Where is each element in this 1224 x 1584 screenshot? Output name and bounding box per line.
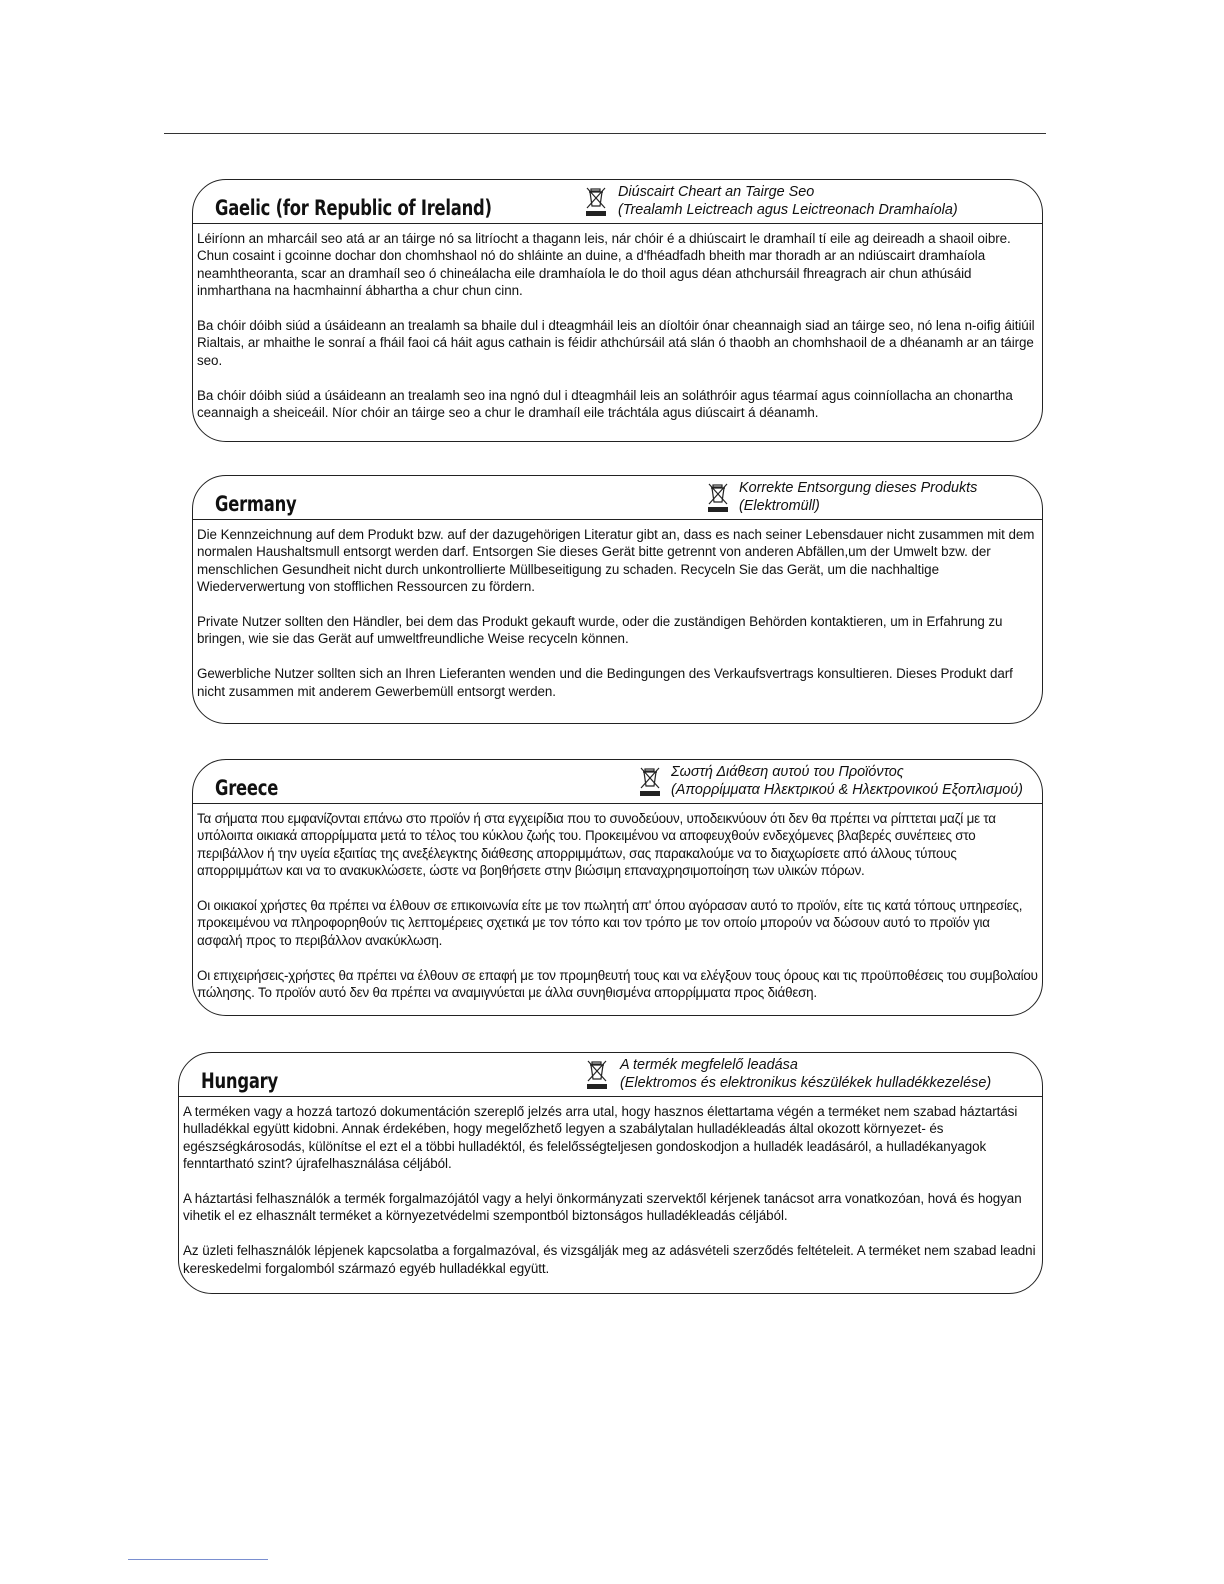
section-body [197, 230, 1038, 439]
section-subtitle-line1: Korrekte Entsorgung dieses Produkts [739, 480, 978, 496]
section-gaelic [192, 179, 1043, 442]
section-header [193, 760, 1042, 804]
crossed-bin-icon [586, 1059, 608, 1091]
header-divider [193, 223, 1042, 224]
section-title: Gaelic (for Republic of Ireland) [215, 196, 492, 220]
paragraph: A terméken vagy a hozzá tartozó dokumentáción szereplő jelzés arra utal, hogy hasznos élettartama végén a terméket nem szabad háztartási hulladékkal együtt kidobni. Annak érdekében, hogy megelőzhető legyen a szabálytalan hulladékleadás által okozott környezet- és egészségkárosodás, különítse el ezt el a többi hulladéktól, és felelősségteljesen gondoskodjon a hulladék leadásáról, a hulladékanyagok fenntartható szint? újrafelhasználása céljából. [183, 1104, 1018, 1172]
paragraph: Ba chóir dóibh siúd a úsáideann an trealamh sa bhaile dul i dteagmháil leis an díoltóir ónar cheannaigh siad an táirge seo, nó lena n-oifig áitiúil Rialtais, ar mhaithe le sonraí a fháil faoi cá háit agus cathain is féidir athchúrsáil atá slán ó thaobh an chomhshaoil de a dhéanamh ar an táirge seo. [197, 318, 1035, 368]
section-subtitle-line1: A termék megfelelő leadása [620, 1057, 798, 1073]
section-subtitle-line2: (Elektromüll) [739, 498, 820, 514]
section-title: Hungary [201, 1069, 278, 1093]
header-divider [193, 803, 1042, 804]
paragraph: Private Nutzer sollten den Händler, bei dem das Produkt gekauft wurde, oder die zuständigen Behörden kontaktieren, um in Erfahrung zu bringen, wie sie das Gerät auf umweltfreundliche Weise recyceln können. [197, 614, 1003, 647]
paragraph: Οι οικιακοί χρήστες θα πρέπει να έλθουν σε επικοινωνία είτε με τον πωλητή απ' όπου αγόρασαν αυτό το προϊόν, είτε τις κατά τόπους υπηρεσίες, προκειμένου να πληροφορηθούν τις λεπτομέρειες σχετικά με τον τόπο και τον τρόπο με τον οποίο μπορούν να δώσουν αυτό το προϊόν για ασφαλή προς το περιβάλλον ανακύκλωση. [197, 898, 1023, 948]
section-header [193, 180, 1042, 224]
section-header [179, 1053, 1042, 1097]
paragraph: Léiríonn an mharcáil seo atá ar an táirge nó sa litríocht a thagann leis, nár chóir é a dhiúscairt le dramhaíl tí eile ag deireadh a shaoil oibre. Chun cosaint i gcoinne dochar don chomhshaol nó do shláinte an duine, a d'fhéadfadh bheith mar thoradh ar an ndiúscairt dramhaíola neamhtheoranta, scar an dramhaíl seo ó chineálacha eile dramhaíola le do thoil agus déan athchursáil fhreagrach air chun athúsáid inmharthana na hacmhainní ábhartha a chur chun cinn. [197, 231, 1011, 299]
section-subtitle-line2: (Elektromos és elektronikus készülékek hulladékkezelése) [620, 1075, 992, 1091]
section-body [183, 1103, 1038, 1294]
crossed-bin-icon [707, 482, 729, 514]
section-body [197, 810, 1038, 1019]
bottom-rule [128, 1559, 268, 1560]
section-title: Greece [215, 776, 279, 800]
header-divider [193, 519, 1042, 520]
crossed-bin-icon [585, 186, 607, 218]
section-subtitle-line1: Σωστή Διάθεση αυτού του Προϊόντος [671, 764, 904, 780]
paragraph: Ba chóir dóibh siúd a úsáideann an trealamh seo ina ngnó dul i dteagmháil leis an soláthróir agus téarmaí agus coinníollacha an chonartha ceannaigh a sheiceáil. Níor chóir an táirge seo a chur le dramhaíl eile tráchtála agus diúscairt á déanamh. [197, 387, 1013, 421]
paragraph: Gewerbliche Nutzer sollten sich an Ihren Lieferanten wenden und die Bedingungen des Verkaufsvertrags konsultieren. Dieses Produkt darf nicht zusammen mit anderem Gewerbemüll entsorgt werden. [197, 666, 1013, 699]
paragraph: A háztartási felhasználók a termék forgalmazójától vagy a helyi önkormányzati szervektől kérjenek tanácsot arra vonatkozóan, hová és hogyan vihetik el ez elhasznált terméket a környezetvédelmi szempontból biztonságos hulladékleadás céljából. [183, 1191, 1022, 1224]
section-hungary [178, 1052, 1043, 1294]
section-header [193, 476, 1042, 520]
top-rule [164, 133, 1046, 134]
section-greece [192, 759, 1043, 1016]
section-germany [192, 475, 1043, 724]
section-body [197, 526, 1038, 717]
paragraph: Οι επιχειρήσεις-χρήστες θα πρέπει να έλθουν σε επαφή με τον προμηθευτή τους και να ελέγξουν τους όρους και τις προϋποθέσεις του συμβολαίου πώλησης. Το προϊόν αυτό δεν θα πρέπει να αναμιγνύεται με άλλα συνηθισμένα απορρίμματα προς διάθεση. [197, 967, 1038, 1001]
paragraph: Τα σήματα που εμφανίζονται επάνω στο προϊόν ή στα εγχειρίδια που το συνοδεύουν, υποδεικνύουν ότι δεν θα πρέπει να ρίπτεται μαζί με τα υπόλοιπα οικιακά απορρίμματα μετά το τέλος του κύκλου ζωής του. Προκειμένου να αποφευχθούν ενδεχόμενες βλαβερές συνέπειες στο περιβάλλον ή την υγεία εξαιτίας της ανεξέλεγκτης διάθεσης απορριμμάτων, σας παρακαλούμε να το διαχωρίσετε από άλλους τύπους απορριμμάτων και να το ανακυκλώσετε, ώστε να βοηθήσετε στην βιώσιμη επαναχρησιμοποίηση των υλικών πόρων. [197, 811, 996, 879]
paragraph: Die Kennzeichnung auf dem Produkt bzw. auf der dazugehörigen Literatur gibt an, dass es nach seiner Lebensdauer nicht zusammen mit dem normalen Haushaltsmull entsorgt werden darf. Entsorgen Sie dieses Gerät bitte getrennt von anderen Abfällen,um der Umwelt bzw. der menschlichen Gesundheit nicht durch unkontrollierte Müllbeseitigung zu schaden. Recyceln Sie das Gerät, um die nachhaltige Wiederverwertung von stofflichen Ressourcen zu fördern. [197, 527, 1035, 595]
section-subtitle-line2: (Trealamh Leictreach agus Leictreonach Dramhaíola) [618, 202, 958, 218]
paragraph: Az üzleti felhasználók lépjenek kapcsolatba a forgalmazóval, és vizsgálják meg az adásvételi szerződés feltételeit. A terméket nem szabad leadni kereskedelmi forgalomból származó egyéb hulladékkal együtt. [183, 1243, 1036, 1276]
section-subtitle-line2: (Απορρίμματα Ηλεκτρικού & Ηλεκτρονικού Εξοπλισμού) [671, 782, 1023, 798]
section-title: Germany [215, 492, 297, 516]
header-divider [179, 1096, 1042, 1097]
crossed-bin-icon [639, 766, 661, 798]
section-subtitle-line1: Diúscairt Cheart an Tairge Seo [618, 184, 815, 200]
